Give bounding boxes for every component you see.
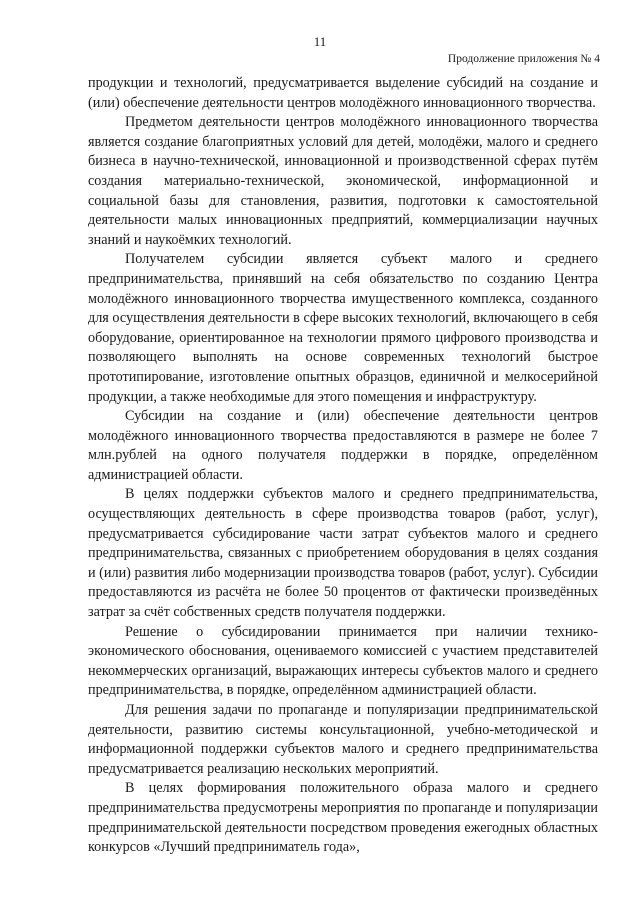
paragraph-positive-image: В целях формирования положительного образа малого и среднего предпринимательства предусмотрены мероприятия по пропаганде и популяризации предпринимательской деятельности посредством проведения ежегодных областных конкурсов «Лучший предприниматель года», bbox=[88, 780, 598, 856]
appendix-continuation-note: Продолжение приложения № 4 bbox=[447, 53, 600, 65]
paragraph-promotion-task: Для решения задачи по пропаганде и популяризации предпринимательской деятельности, развитию системы консультационной, учебно-методической и информационной поддержки субъектов малого и среднего предпринимательства предусматривается реализацию нескольких мероприятий. bbox=[88, 702, 598, 777]
paragraph-subsidy-amount: Субсидии на создание и (или) обеспечение деятельности центров молодёжного инновационного творчества предоставляются в размере не более 7 млн.рублей на одного получателя поддержки в порядке, определённом администрацией области. bbox=[88, 408, 598, 483]
paragraph-continuation: продукции и технологий, предусматривается выделение субсидий на создание и (или) обеспечение деятельности центров молодёжного инновационного творчества. bbox=[88, 75, 598, 111]
document-body bbox=[88, 74, 598, 858]
paragraph-subsidy-decision: Решение о субсидировании принимается при наличии технико-экономического обоснования, оцениваемого комиссией с участием представителей некоммерческих организаций, выражающих интересы субъектов малого и среднего предпринимательства, в порядке, определённом администрацией области. bbox=[88, 623, 598, 699]
paragraph-equipment-subsidy: В целях поддержки субъектов малого и среднего предпринимательства, осуществляющих деятельность в сфере производства товаров (работ, услуг), предусматривается субсидирование части затрат субъектов малого и среднего предпринимательства, связанных с приобретением оборудования в целях создания и (или) развития либо модернизации производства товаров (работ, услуг). Субсидии предоставляются из расчёта не более 50 процентов от фактически произведённых затрат за счёт собственных средств получателя поддержки. bbox=[88, 486, 598, 621]
paragraph-subject-of-activity: Предметом деятельности центров молодёжного инновационного творчества является создание благоприятных условий для детей, молодёжи, малого и среднего бизнеса в научно-технической, инновационной и производственной сферах путём создания материально-технической, экономической, информационной и социальной базы для становления, развития, подготовки к самостоятельной деятельности малых инновационных предприятий, коммерциализации научных знаний и наукоёмких технологий. bbox=[88, 114, 598, 248]
page-number: 11 bbox=[313, 34, 327, 49]
paragraph-subsidy-recipient: Получателем субсидии является субъект малого и среднего предпринимательства, принявший на себя обязательство по созданию Центра молодёжного инновационного творчества имущественного комплекса, созданного для осуществления деятельности в сфере высоких технологий, включающего в себя оборудование, ориентированное на технологии прямого цифрового производства и позволяющего выполнять на основе современных технологий быстрое прототипирование, изготовление опытных образцов, единичной и мелкосерийной продукции, а также необходимые для этого помещения и инфраструктуру. bbox=[88, 251, 598, 405]
